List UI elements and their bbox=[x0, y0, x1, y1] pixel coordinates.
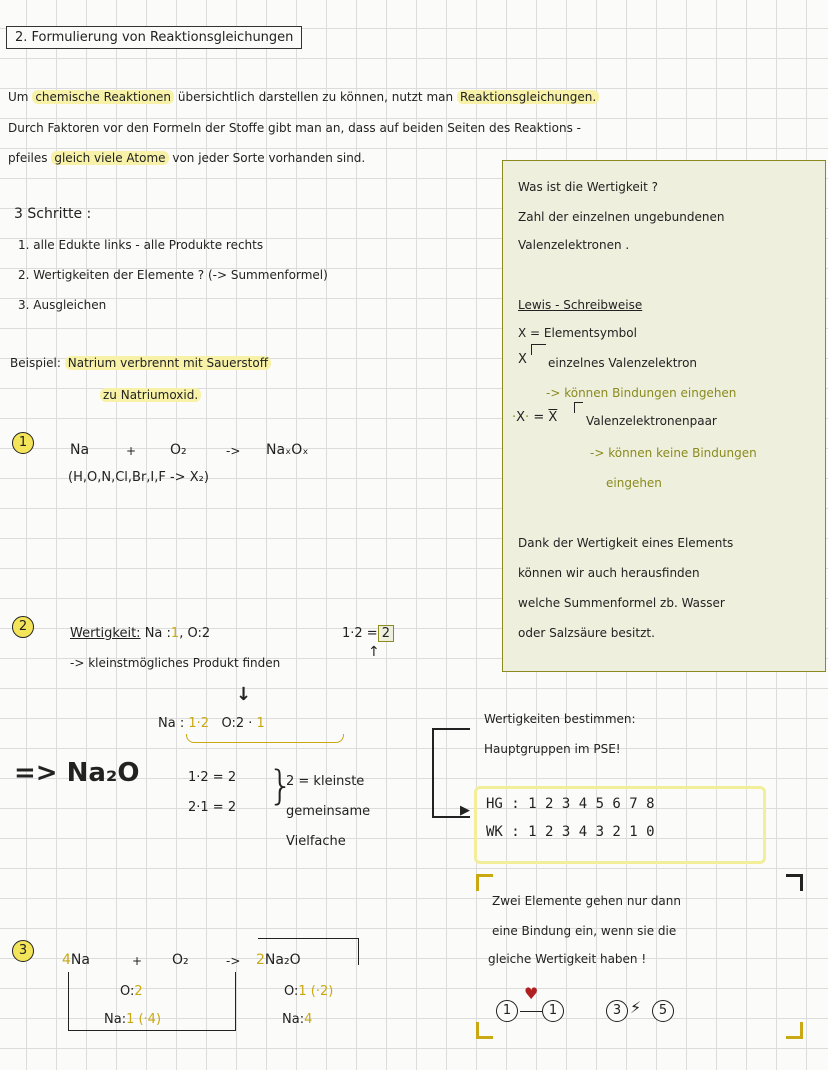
corner-tl bbox=[476, 874, 493, 891]
split-na: Na : bbox=[158, 716, 185, 731]
corner-br bbox=[786, 1022, 803, 1039]
sidebox-answer-1: Zahl der einzelnen ungebundenen bbox=[518, 210, 725, 224]
under-o-value: 2 bbox=[134, 984, 143, 999]
corner-bl bbox=[476, 1022, 493, 1039]
step-item-3: 3. Ausgleichen bbox=[18, 298, 107, 312]
example-label: Beispiel: bbox=[10, 356, 61, 370]
under-prod-na-value: 4 bbox=[304, 1012, 313, 1027]
split-underbrace bbox=[186, 734, 344, 743]
pse-hg-row: HG : 1 2 3 4 5 6 7 8 bbox=[486, 796, 655, 812]
eq1-o2: O₂ bbox=[170, 442, 187, 458]
eq1-note: (H,O,N,Cl,Br,I,F -> X₂) bbox=[68, 470, 209, 485]
kgv-note-3: Vielfache bbox=[286, 834, 346, 849]
lewis-pair-symbol: $\cdot X\cdot = \overline{X}$ bbox=[512, 410, 558, 425]
page-title: 2. Formulierung von Reaktionsgleichungen bbox=[6, 26, 302, 49]
eq1-na: Na bbox=[70, 442, 90, 458]
intro-line-2: Durch Faktoren vor den Formeln der Stoffe gibt man an, dass auf beiden Seiten des Reaktions - bbox=[8, 121, 581, 135]
lewis-heading: Lewis - Schreibweise bbox=[518, 298, 643, 312]
eq1-plus: + bbox=[126, 444, 137, 458]
lewis-single-label: einzelnes Valenzelektron bbox=[548, 356, 698, 370]
intro-highlight: gleich viele Atome bbox=[51, 151, 168, 165]
bond-circle-4: 5 bbox=[652, 1000, 674, 1022]
pair-symbol-x2: $\overline{X}$ bbox=[548, 410, 558, 425]
intro-text: pfeiles bbox=[8, 151, 48, 165]
sidebox-answer-2: Valenzelektronen . bbox=[518, 238, 630, 252]
wertigkeit-line bbox=[70, 626, 210, 641]
eq3-under-prod-na bbox=[282, 1012, 312, 1027]
eq3-under-o bbox=[120, 984, 143, 999]
wert-na-value: 1 bbox=[170, 626, 180, 641]
intro-text: von jeder Sorte vorhanden sind. bbox=[172, 151, 366, 165]
step-number-3: 3 bbox=[12, 940, 34, 962]
intro-highlight: Reaktionsgleichungen. bbox=[457, 90, 599, 104]
sidebox-dank-1: Dank der Wertigkeit eines Elements bbox=[518, 536, 734, 550]
single-electron-mark bbox=[531, 344, 546, 355]
under-na-label: Na: bbox=[104, 1012, 127, 1027]
lewis-x-definition: X = Elementsymbol bbox=[518, 326, 637, 340]
wert-o: , O:2 bbox=[179, 626, 211, 641]
calc-brace: } bbox=[268, 763, 294, 809]
split-o-value: 1 bbox=[256, 716, 265, 731]
lewis-pair-note-1: -> können keine Bindungen bbox=[590, 446, 757, 460]
hint-up-arrow: ↑ bbox=[368, 644, 380, 660]
product-calc bbox=[342, 626, 394, 641]
connector-arrow: ▶ bbox=[460, 803, 470, 818]
pse-subtitle: Hauptgruppen im PSE! bbox=[484, 742, 621, 756]
under-prod-na-label: Na: bbox=[282, 1012, 305, 1027]
heart-icon: ♥ bbox=[524, 984, 539, 1003]
intro-line-3 bbox=[8, 151, 365, 165]
split-na-value: 1·2 bbox=[188, 716, 210, 731]
eq1-product: NaₓOₓ bbox=[266, 442, 309, 458]
eq3-left bbox=[62, 952, 90, 968]
intro-text: Um bbox=[8, 90, 29, 104]
eq3-plus: + bbox=[132, 954, 143, 968]
eq3-arrow: -> bbox=[226, 954, 241, 968]
eq3-o2: O₂ bbox=[172, 952, 189, 968]
split-line bbox=[158, 716, 265, 731]
example-line-2 bbox=[100, 388, 201, 402]
split-o: O:2 · bbox=[221, 716, 253, 731]
example-text: zu Natriumoxid. bbox=[100, 388, 201, 402]
pair-equals: = bbox=[533, 410, 545, 425]
eq3-left-coef: 4 bbox=[62, 952, 71, 968]
intro-highlight: chemische Reaktionen bbox=[32, 90, 174, 104]
step-item-2: 2. Wertigkeiten der Elemente ? (-> Summenformel) bbox=[18, 268, 328, 282]
product-text: 1·2 = bbox=[342, 626, 378, 641]
result-formula: => Na₂O bbox=[14, 758, 140, 788]
product-hint: -> kleinstmögliches Produkt finden bbox=[70, 656, 281, 670]
wert-na: Na : bbox=[144, 626, 171, 641]
down-arrow: ↓ bbox=[236, 684, 252, 705]
sidebox-dank-4: oder Salzsäure besitzt. bbox=[518, 626, 655, 640]
bond-circle-1: 1 bbox=[496, 1000, 518, 1022]
lewis-pair-note-2: eingehen bbox=[606, 476, 662, 490]
eq1-arrow: -> bbox=[226, 444, 241, 458]
pair-symbol-x: X bbox=[516, 410, 526, 425]
bond-rule-3: gleiche Wertigkeit haben ! bbox=[488, 952, 647, 966]
calc-2: 2·1 = 2 bbox=[188, 800, 237, 815]
pair-electron-mark bbox=[574, 402, 583, 413]
under-prod-o-label: O: bbox=[284, 984, 299, 999]
step-number-1: 1 bbox=[12, 432, 34, 454]
pse-title: Wertigkeiten bestimmen: bbox=[484, 712, 636, 726]
lewis-pair-label: Valenzelektronenpaar bbox=[586, 414, 717, 428]
intro-text: übersichtlich darstellen zu können, nutzt man bbox=[177, 90, 454, 104]
bond-rule-2: eine Bindung ein, wenn sie die bbox=[492, 924, 677, 938]
sidebox-question: Was ist die Wertigkeit ? bbox=[518, 180, 659, 194]
intro-line-1 bbox=[8, 90, 599, 104]
step-item-1: 1. alle Edukte links - alle Produkte rechts bbox=[18, 238, 264, 252]
bond-rule-1: Zwei Elemente gehen nur dann bbox=[492, 894, 681, 908]
lewis-single-note: -> können Bindungen eingehen bbox=[546, 386, 737, 400]
example-line-1 bbox=[10, 356, 271, 370]
eq3-under-na bbox=[104, 1012, 161, 1027]
under-prod-o-value: 1 (·2) bbox=[298, 984, 334, 999]
step-number-2: 2 bbox=[12, 616, 34, 638]
bond-circle-3: 3 bbox=[606, 1000, 628, 1022]
eq3-prod: Na₂O bbox=[264, 952, 301, 968]
bond-line bbox=[520, 1011, 542, 1012]
kgv-note-1: 2 = kleinste bbox=[286, 774, 365, 789]
sidebox-dank-2: können wir auch herausfinden bbox=[518, 566, 700, 580]
eq3-prod-coef: 2 bbox=[256, 952, 265, 968]
lewis-single-symbol: X bbox=[518, 352, 527, 367]
under-o-label: O: bbox=[120, 984, 135, 999]
steps-heading: 3 Schritte : bbox=[14, 206, 92, 222]
sidebox-dank-3: welche Summenformel zb. Wasser bbox=[518, 596, 725, 610]
wertigkeit-label: Wertigkeit: bbox=[70, 626, 141, 641]
corner-tr bbox=[786, 874, 803, 891]
example-text: Natrium verbrennt mit Sauerstoff bbox=[65, 356, 271, 370]
eq3-left-na: Na bbox=[70, 952, 90, 968]
product-box: 2 bbox=[378, 625, 394, 642]
eq3-under-prod-o bbox=[284, 984, 333, 999]
kgv-note-2: gemeinsame bbox=[286, 804, 371, 819]
bond-circle-2: 1 bbox=[542, 1000, 564, 1022]
lightning-icon: ⚡ bbox=[630, 998, 642, 1017]
product-frame bbox=[258, 938, 359, 965]
calc-1: 1·2 = 2 bbox=[188, 770, 237, 785]
pse-wk-row: WK : 1 2 3 4 3 2 1 0 bbox=[486, 824, 655, 840]
under-na-value: 1 (·4) bbox=[126, 1012, 162, 1027]
